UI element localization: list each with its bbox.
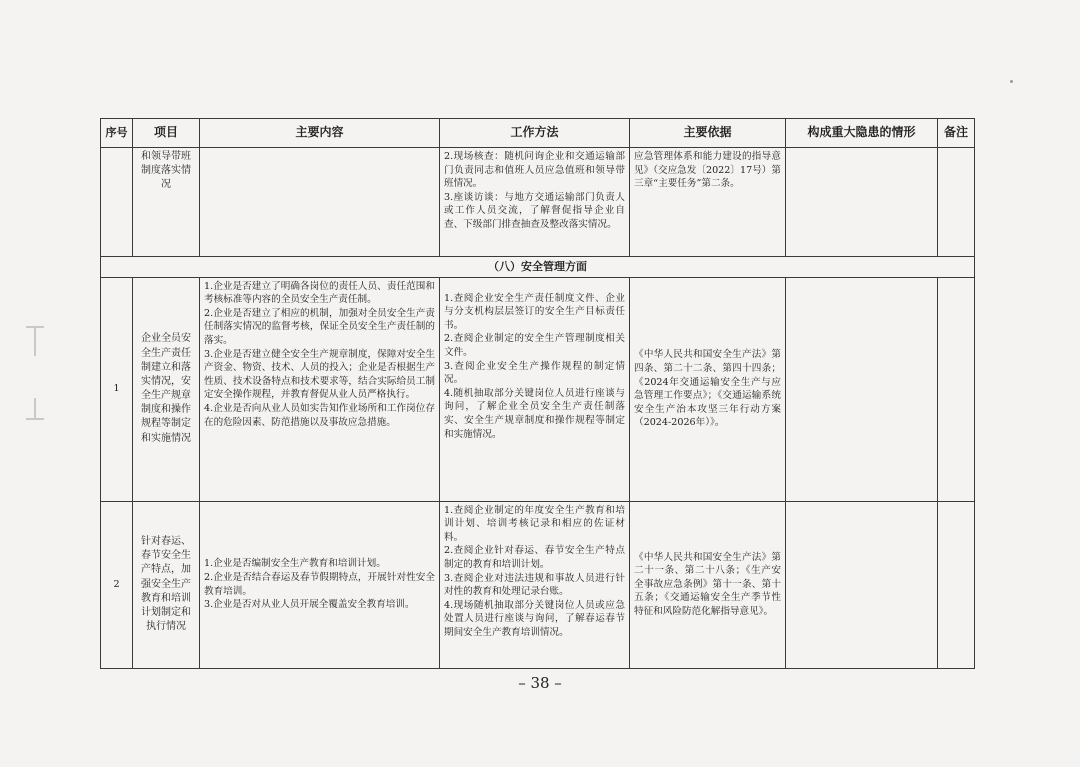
content-line: 2.企业是否结合春运及春节假期特点，开展针对性安全教育培训。 xyxy=(204,572,435,597)
cell-hazard xyxy=(786,501,938,668)
cell-content xyxy=(200,501,440,668)
cell-content xyxy=(200,277,440,501)
section-title: （八）安全管理方面 xyxy=(101,257,975,278)
basis-text: 《中华人民共和国安全生产法》第二十一条、第二十八条；《生产安全事故应急条例》第十一条、第十五条；《交通运输安全生产季节性特征和风险防范化解指导意见》。 xyxy=(634,551,781,618)
header-no: 序号 xyxy=(101,119,133,148)
header-basis: 主要依据 xyxy=(630,119,786,148)
method-line: 4.现场随机抽取部分关键岗位人员或应急处置人员进行座谈与询问，了解春运春节期间安全生产教育培训情况。 xyxy=(444,599,625,639)
table-row-continued xyxy=(101,148,975,257)
cell-content xyxy=(200,148,440,257)
content-line: 2.企业是否建立了相应的机制，加强对全员安全生产责任制落实情况的监督考核，保证全员安全生产责任制的落实。 xyxy=(204,307,435,347)
table-row xyxy=(101,277,975,501)
item-text: 和领导带班制度落实情况 xyxy=(141,151,191,191)
cell-basis xyxy=(630,148,786,257)
inspection-table xyxy=(100,118,975,669)
header-method: 工作方法 xyxy=(440,119,630,148)
basis-text: 应急管理体系和能力建设的指导意见》（交应急发〔2022〕17号）第三章“主要任务”第二条。 xyxy=(634,151,781,190)
method-line: 3.查阅企业安全生产操作规程的制定情况。 xyxy=(444,360,625,386)
method-line: 1.查阅企业制定的年度安全生产教育和培训计划、培训考核记录和相应的佐证材料。 xyxy=(444,504,625,543)
table-header-row xyxy=(101,119,975,148)
section-header-row xyxy=(101,257,975,278)
content-line: 4.企业是否向从业人员如实告知作业场所和工作岗位存在的危险因素、防范措施以及事故应急措施。 xyxy=(204,403,435,428)
cell-item xyxy=(133,148,200,257)
cell-item xyxy=(133,277,200,501)
cell-method xyxy=(440,148,630,257)
content-line: 3.企业是否对从业人员开展全覆盖安全教育培训。 xyxy=(204,599,415,611)
header-hazard: 构成重大隐患的情形 xyxy=(786,119,938,148)
table-row xyxy=(101,501,975,668)
method-line: 2.查阅企业针对春运、春节安全生产特点制定的教育和培训计划。 xyxy=(444,545,625,571)
cell-no: 1 xyxy=(101,277,133,501)
header-remark: 备注 xyxy=(938,119,975,148)
cell-no: 2 xyxy=(101,501,133,668)
method-line: 2.查阅企业制定的安全生产管理制度相关文件。 xyxy=(444,333,625,359)
content-line: 1.企业是否编制安全生产教育和培训计划。 xyxy=(204,558,386,570)
cell-hazard xyxy=(786,148,938,257)
cell-remark xyxy=(938,501,975,668)
item-text: 企业全员安全生产责任制建立和落实情况，安全生产规章制度和操作规程等制定和实施情况 xyxy=(141,333,191,444)
header-item: 项目 xyxy=(133,119,200,148)
method-line: 3.座谈访谈：与地方交通运输部门负责人或工作人员交流，了解督促指导企业自查、下级部门排查抽查及整改落实情况。 xyxy=(444,191,625,231)
method-line: 1.查阅企业安全生产责任制度文件、企业与分支机构层层签订的安全生产目标责任书。 xyxy=(444,292,625,331)
content-line: 1.企业是否建立了明确各岗位的责任人员、责任范围和考核标准等内容的全员安全生产责任制。 xyxy=(204,280,435,306)
cell-remark xyxy=(938,148,975,257)
cell-item xyxy=(133,501,200,668)
cell-method xyxy=(440,501,630,668)
method-line: 2.现场核查：随机问询企业和交通运输部门负责同志和值班人员应急值班和领导带班情况。 xyxy=(444,151,625,190)
method-line: 4.随机抽取部分关键岗位人员进行座谈与询问，了解企业全员安全生产责任制落实、安全生产规章制度和操作规程等制定和实施情况。 xyxy=(444,387,625,440)
cell-method xyxy=(440,277,630,501)
scan-artifact xyxy=(24,318,46,438)
basis-text: 《中华人民共和国安全生产法》第四条、第二十二条、第四十四条；《2024年交通运输安全生产与应急管理工作要点》；《交通运输系统安全生产治本攻坚三年行动方案（2024-2026年）》。 xyxy=(634,349,781,429)
cell-hazard xyxy=(786,277,938,501)
cell-basis xyxy=(630,501,786,668)
scan-dot xyxy=(1010,80,1013,83)
item-text: 针对春运、春节安全生产特点，加强安全生产教育和培训计划制定和执行情况 xyxy=(141,535,191,633)
cell-basis xyxy=(630,277,786,501)
cell-remark xyxy=(938,277,975,501)
method-line: 3.查阅企业对违法违规和事故人员进行针对性的教育和处理记录台账。 xyxy=(444,572,625,598)
page-number: – 38 – xyxy=(518,674,562,692)
header-content: 主要内容 xyxy=(200,119,440,148)
cell-no xyxy=(101,148,133,257)
content-line: 3.企业是否建立健全安全生产规章制度，保障对安全生产资金、物资、技术、人员的投入；企业是否根据生产性质、技术设备特点和技术要求等，结合实际给员工制定安全操作规程，并教育督促从业人员严格执行。 xyxy=(204,348,435,401)
